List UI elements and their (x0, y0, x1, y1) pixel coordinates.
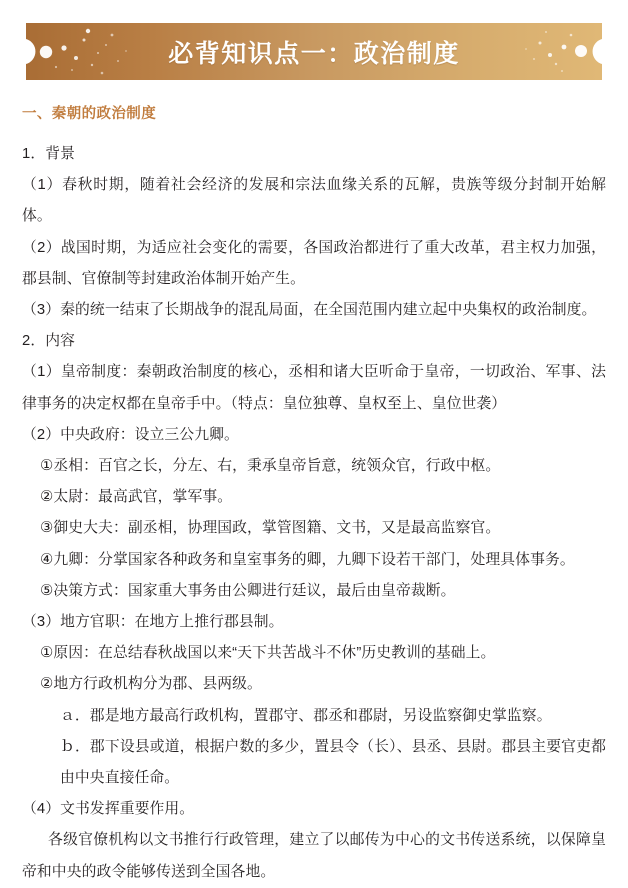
content-line: （3）地方官职：在地方上推行郡县制。 (22, 614, 284, 631)
page-header (0, 0, 628, 103)
content-line: （1）春秋时期，随着社会经济的发展和宗法血缘关系的瓦解，贵族等级分封制开始解体。 (22, 177, 606, 225)
content-line: 各级官僚机构以文书推行行政管理，建立了以邮传为中心的文书传送系统，以保障皇帝和中央的政令能够传送到全国各地。 (22, 832, 606, 880)
content-line: （4）文书发挥重要作用。 (22, 801, 195, 818)
content-line: ①丞相：百官之长，分左、右，秉承皇帝旨意，统领众官，行政中枢。 (40, 458, 501, 475)
content-line: 2．内容 (22, 333, 76, 350)
content-block-list (22, 139, 606, 888)
content-line: ②太尉：最高武官，掌军事。 (40, 489, 233, 506)
content-line: ③御史大夫：副丞相，协理国政，掌管图籍、文书，又是最高监察官。 (40, 520, 501, 537)
content-line: ａ．郡是地方最高行政机构，置郡守、郡丞和郡尉，另设监察御史掌监察。 (60, 707, 552, 724)
content-line: （1）皇帝制度：秦朝政治制度的核心，丞相和诸大臣听命于皇帝，一切政治、军事、法律事务的决定权都在皇帝手中。（特点：皇位独尊、皇权至上、皇位世袭） (22, 364, 606, 412)
document-body (0, 103, 628, 888)
content-line: ⑤决策方式：国家重大事务由公卿进行廷议，最后由皇帝裁断。 (40, 582, 456, 599)
section-heading: 一、秦朝的政治制度 (22, 106, 157, 122)
content-line: （3）秦的统一结束了长期战争的混乱局面，在全国范围内建立起中央集权的政治制度。 (22, 302, 597, 319)
banner-title: 必背知识点一：政治制度 (168, 39, 460, 68)
content-line: ②地方行政机构分为郡、县两级。 (40, 676, 262, 693)
content-line: ①原因：在总结春秋战国以来“天下共苦战斗不休”历史教训的基础上。 (40, 645, 496, 662)
content-line: ｂ．郡下设县或道，根据户数的多少，置县令（长）、县丞、县尉。郡县主要官吏都由中央直接任命。 (60, 738, 606, 787)
content-line: （2）中央政府：设立三公九卿。 (22, 426, 239, 443)
content-line: 1．背景 (22, 146, 76, 162)
title-banner (26, 23, 602, 80)
content-line: （2）战国时期，为适应社会变化的需要，各国政治都进行了重大改革，君主权力加强，郡县制、官僚制等封建政治体制开始产生。 (22, 239, 606, 287)
content-line: ④九卿：分掌国家各种政务和皇室事务的卿，九卿下设若干部门，处理具体事务。 (40, 551, 575, 568)
